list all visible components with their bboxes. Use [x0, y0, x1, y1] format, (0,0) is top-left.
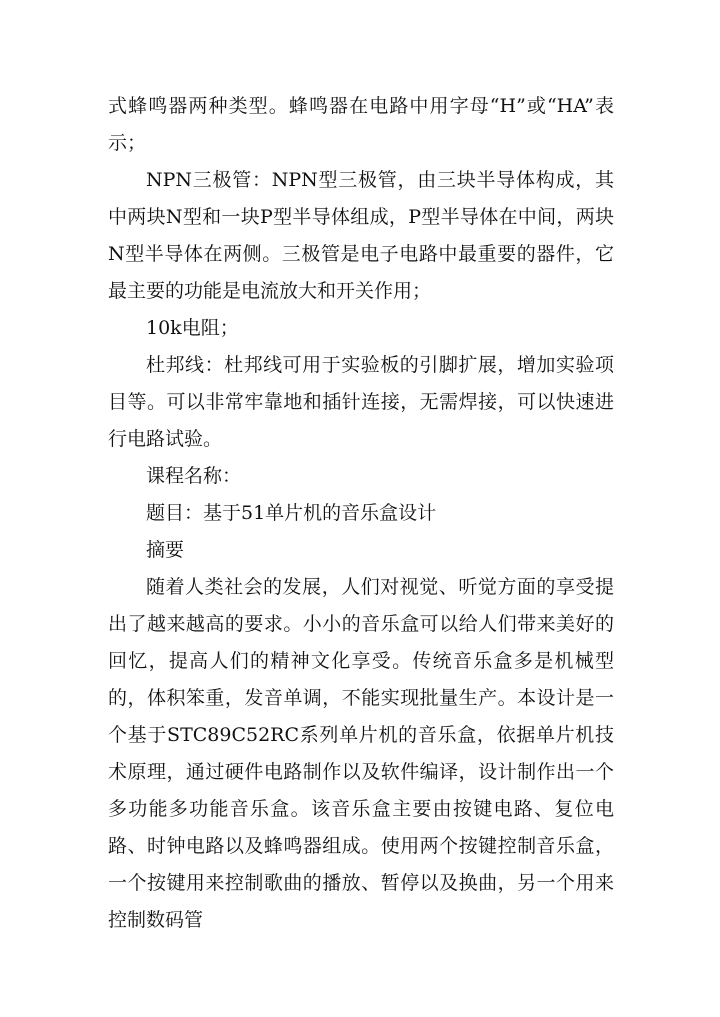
paragraph-dupont-wire: 杜邦线：杜邦线可用于实验板的引脚扩展，增加实验项目等。可以非常牢靠地和插针连接，无需焊接，可以快速进行电路试验。 [108, 354, 614, 450]
paragraph-resistor: 10k电阻； [146, 317, 239, 339]
paragraph-course-name: 课程名称： [146, 465, 242, 487]
document-page [108, 88, 614, 939]
paragraph-buzzer-symbol: 式蜂鸣器两种类型。蜂鸣器在电路中用字母“H”或“HA”表示； [108, 95, 614, 154]
paragraph-abstract-heading: 摘要 [146, 539, 185, 561]
paragraph-title: 题目：基于51单片机的音乐盒设计 [146, 502, 437, 524]
paragraph-abstract-body: 随着人类社会的发展，人们对视觉、听觉方面的享受提出了越来越高的要求。小小的音乐盒可以给人们带来美好的回忆，提高人们的精神文化享受。传统音乐盒多是机械型的，体积笨重，发音单调，不能实现批量生产。本设计是一个基于STC89C52RC系列单片机的音乐盒，依据单片机技术原理，通过硬件电路制作以及软件编译，设计制作出一个多功能多功能音乐盒。该音乐盒主要由按键电路、复位电路、时钟电路以及蜂鸣器组成。使用两个按键控制音乐盒，一个按键用来控制歌曲的播放、暂停以及换曲，另一个用来控制数码管 [108, 576, 614, 931]
paragraph-npn-transistor: NPN三极管：NPN型三极管，由三块半导体构成，其中两块N型和一块P型半导体组成，P型半导体在中间，两块N型半导体在两侧。三极管是电子电路中最重要的器件，它最主要的功能是电流放大和开关作用； [108, 169, 614, 302]
